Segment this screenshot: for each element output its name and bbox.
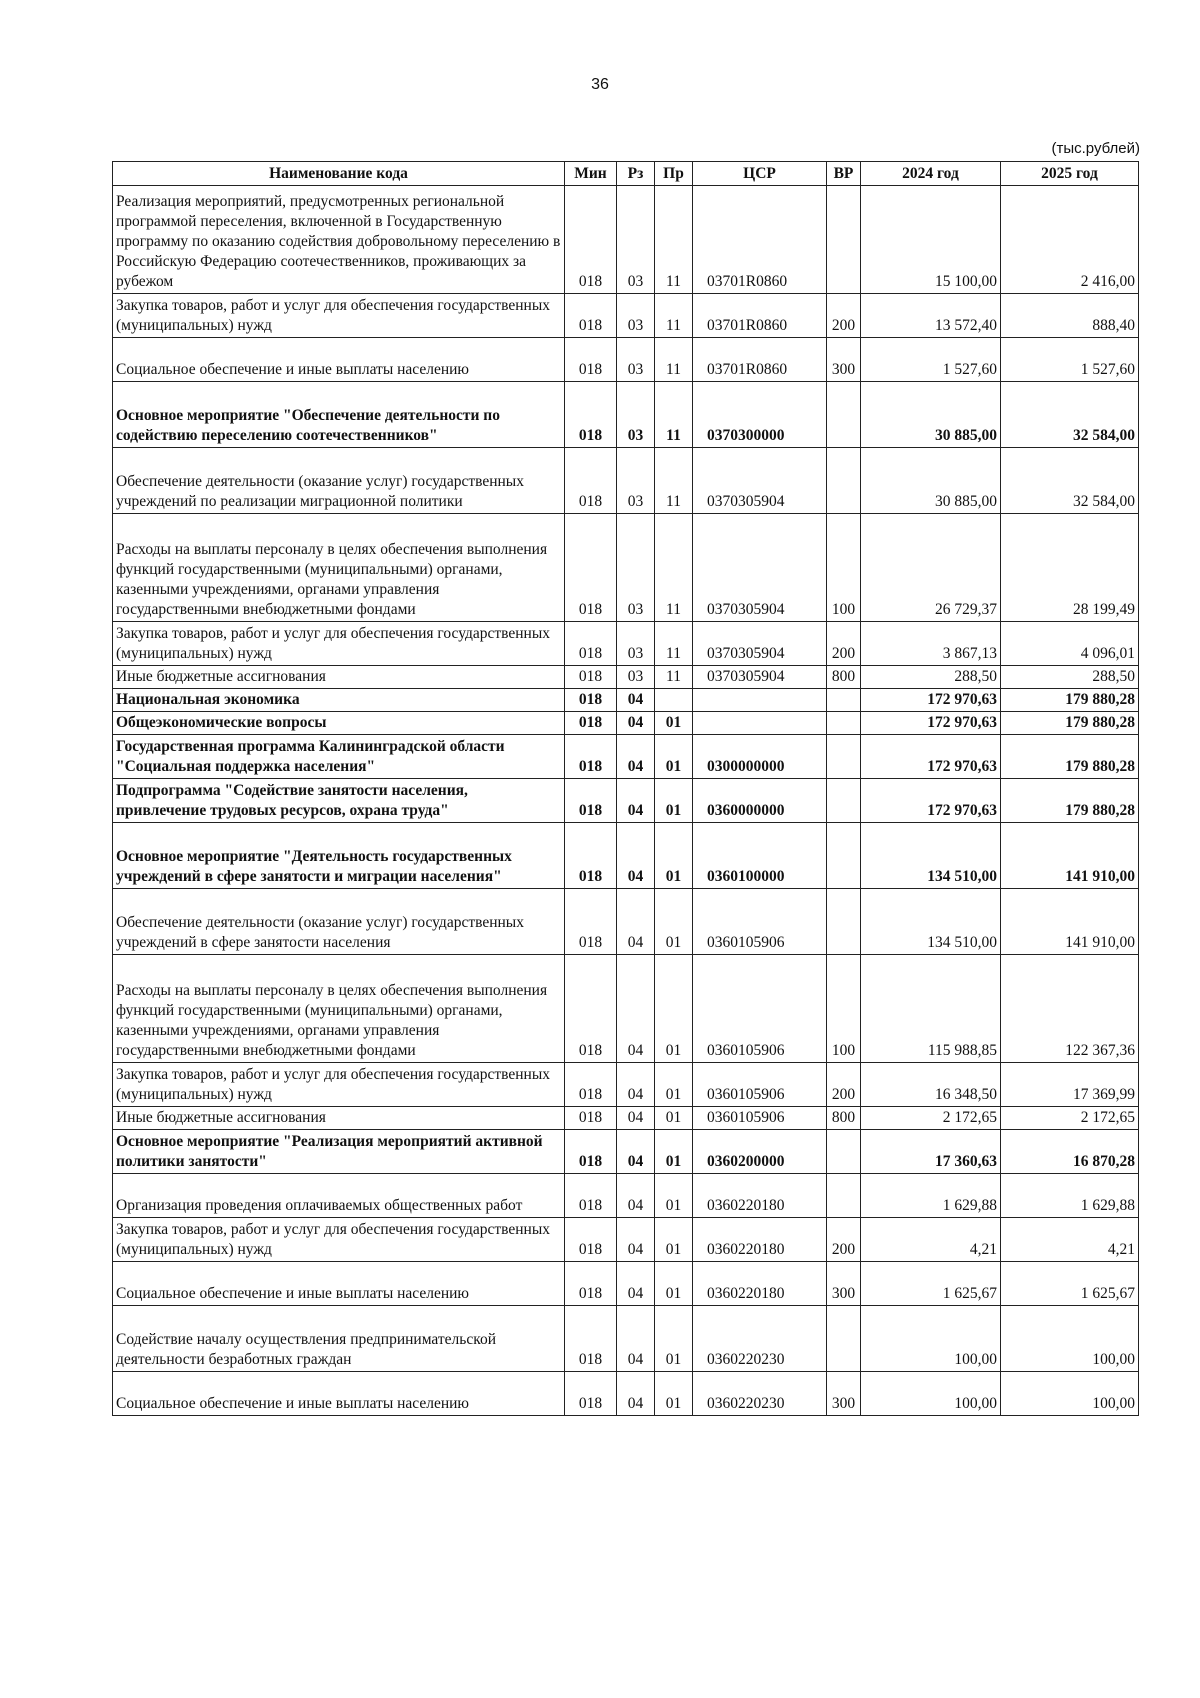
cell-2024: 13 572,40: [861, 294, 1001, 338]
cell-2024: 1 527,60: [861, 338, 1001, 382]
cell-pr: [655, 689, 693, 712]
cell-rz: 04: [617, 1306, 655, 1372]
table-row: [113, 1063, 1139, 1107]
cell-pr: 01: [655, 1218, 693, 1262]
cell-vr: 300: [827, 1262, 861, 1306]
cell-rz: 03: [617, 338, 655, 382]
header-rz: Рз: [617, 162, 655, 186]
budget-table: [112, 161, 1139, 1416]
cell-csr: 0370305904: [693, 448, 827, 514]
table-row: [113, 1130, 1139, 1174]
cell-2025: 2 416,00: [1001, 186, 1139, 294]
cell-2025: 17 369,99: [1001, 1063, 1139, 1107]
cell-min: 018: [565, 294, 617, 338]
cell-csr: 0360220180: [693, 1174, 827, 1218]
cell-min: 018: [565, 823, 617, 889]
cell-name: Социальное обеспечение и иные выплаты населению: [113, 338, 565, 382]
table-row: [113, 1174, 1139, 1218]
cell-min: 018: [565, 382, 617, 448]
cell-name: Иные бюджетные ассигнования: [113, 666, 565, 689]
table-row: [113, 1107, 1139, 1130]
cell-min: 018: [565, 186, 617, 294]
cell-rz: 04: [617, 1063, 655, 1107]
cell-2025: 4 096,01: [1001, 622, 1139, 666]
cell-vr: [827, 735, 861, 779]
table-header-row: [113, 162, 1139, 186]
cell-2025: 888,40: [1001, 294, 1139, 338]
cell-2025: 2 172,65: [1001, 1107, 1139, 1130]
cell-rz: 03: [617, 294, 655, 338]
cell-pr: 01: [655, 1107, 693, 1130]
table-row: [113, 823, 1139, 889]
cell-rz: 04: [617, 955, 655, 1063]
cell-rz: 04: [617, 823, 655, 889]
cell-vr: 200: [827, 622, 861, 666]
cell-vr: [827, 779, 861, 823]
cell-rz: 03: [617, 514, 655, 622]
cell-vr: [827, 889, 861, 955]
cell-name: Социальное обеспечение и иные выплаты населению: [113, 1372, 565, 1416]
cell-pr: 01: [655, 712, 693, 735]
units-label: (тыс.рублей): [1051, 140, 1140, 157]
cell-2024: 134 510,00: [861, 823, 1001, 889]
cell-vr: 300: [827, 338, 861, 382]
cell-min: 018: [565, 735, 617, 779]
cell-pr: 11: [655, 448, 693, 514]
cell-pr: 01: [655, 735, 693, 779]
cell-2025: 4,21: [1001, 1218, 1139, 1262]
page-number: 36: [591, 76, 609, 93]
cell-name: Основное мероприятие "Реализация мероприятий активной политики занятости": [113, 1130, 565, 1174]
cell-rz: 03: [617, 666, 655, 689]
cell-min: 018: [565, 955, 617, 1063]
cell-name: Основное мероприятие "Деятельность государственных учреждений в сфере занятости и миграции населения": [113, 823, 565, 889]
cell-2024: 4,21: [861, 1218, 1001, 1262]
cell-vr: 200: [827, 1063, 861, 1107]
cell-2025: 1 629,88: [1001, 1174, 1139, 1218]
cell-min: 018: [565, 1130, 617, 1174]
header-2025: 2025 год: [1001, 162, 1139, 186]
cell-2025: 179 880,28: [1001, 779, 1139, 823]
cell-pr: 01: [655, 955, 693, 1063]
cell-vr: [827, 1174, 861, 1218]
cell-min: 018: [565, 889, 617, 955]
cell-2024: 134 510,00: [861, 889, 1001, 955]
cell-pr: 11: [655, 294, 693, 338]
table-row: [113, 666, 1139, 689]
cell-pr: 11: [655, 666, 693, 689]
cell-vr: [827, 1130, 861, 1174]
table-row: [113, 338, 1139, 382]
cell-2024: 100,00: [861, 1372, 1001, 1416]
cell-2024: 16 348,50: [861, 1063, 1001, 1107]
cell-csr: 0360000000: [693, 779, 827, 823]
cell-2025: 32 584,00: [1001, 382, 1139, 448]
cell-2025: 100,00: [1001, 1306, 1139, 1372]
table-row: [113, 779, 1139, 823]
cell-csr: [693, 689, 827, 712]
cell-csr: 0370300000: [693, 382, 827, 448]
cell-csr: 03701R0860: [693, 294, 827, 338]
cell-pr: 01: [655, 1174, 693, 1218]
cell-2025: 288,50: [1001, 666, 1139, 689]
cell-vr: [827, 186, 861, 294]
cell-2025: 28 199,49: [1001, 514, 1139, 622]
table-row: [113, 689, 1139, 712]
cell-csr: 0360220180: [693, 1218, 827, 1262]
table-row: [113, 712, 1139, 735]
cell-vr: 100: [827, 955, 861, 1063]
cell-2024: 1 625,67: [861, 1262, 1001, 1306]
cell-rz: 04: [617, 735, 655, 779]
cell-pr: 01: [655, 1130, 693, 1174]
cell-2025: 100,00: [1001, 1372, 1139, 1416]
cell-min: 018: [565, 1218, 617, 1262]
cell-csr: 0300000000: [693, 735, 827, 779]
cell-2024: 3 867,13: [861, 622, 1001, 666]
cell-pr: 01: [655, 779, 693, 823]
cell-2024: 115 988,85: [861, 955, 1001, 1063]
cell-min: 018: [565, 448, 617, 514]
table-row: [113, 889, 1139, 955]
cell-csr: 0360100000: [693, 823, 827, 889]
cell-rz: 04: [617, 689, 655, 712]
cell-2024: 2 172,65: [861, 1107, 1001, 1130]
cell-min: 018: [565, 514, 617, 622]
cell-pr: 11: [655, 382, 693, 448]
cell-csr: 0360220230: [693, 1372, 827, 1416]
cell-min: 018: [565, 689, 617, 712]
cell-pr: 11: [655, 338, 693, 382]
table-row: [113, 186, 1139, 294]
cell-pr: 01: [655, 1262, 693, 1306]
cell-name: Основное мероприятие "Обеспечение деятельности по содействию переселению соотечественников": [113, 382, 565, 448]
cell-rz: 04: [617, 1130, 655, 1174]
cell-min: 018: [565, 622, 617, 666]
cell-csr: 0360200000: [693, 1130, 827, 1174]
cell-vr: [827, 823, 861, 889]
cell-rz: 04: [617, 712, 655, 735]
cell-2025: 1 625,67: [1001, 1262, 1139, 1306]
cell-name: Общеэкономические вопросы: [113, 712, 565, 735]
cell-rz: 04: [617, 779, 655, 823]
cell-csr: 0360220180: [693, 1262, 827, 1306]
table-row: [113, 955, 1139, 1063]
cell-name: Реализация мероприятий, предусмотренных региональной программой переселения, включенной в Государственную программу по оказанию содействия добровольному переселению в Российскую Федерацию соотечественников, проживающих за рубежом: [113, 186, 565, 294]
cell-vr: [827, 448, 861, 514]
table-row: [113, 1372, 1139, 1416]
cell-2025: 16 870,28: [1001, 1130, 1139, 1174]
cell-name: Организация проведения оплачиваемых общественных работ: [113, 1174, 565, 1218]
cell-rz: 03: [617, 448, 655, 514]
table-body: [113, 186, 1139, 1416]
cell-2025: 1 527,60: [1001, 338, 1139, 382]
header-2024: 2024 год: [861, 162, 1001, 186]
cell-rz: 03: [617, 622, 655, 666]
cell-2024: 172 970,63: [861, 779, 1001, 823]
header-vr: ВР: [827, 162, 861, 186]
cell-pr: 01: [655, 1372, 693, 1416]
cell-2024: 30 885,00: [861, 448, 1001, 514]
cell-pr: 01: [655, 1306, 693, 1372]
table-row: [113, 382, 1139, 448]
cell-vr: 800: [827, 666, 861, 689]
cell-2024: 172 970,63: [861, 689, 1001, 712]
cell-csr: [693, 712, 827, 735]
cell-2025: 179 880,28: [1001, 689, 1139, 712]
cell-pr: 11: [655, 622, 693, 666]
cell-min: 018: [565, 1063, 617, 1107]
cell-csr: 0370305904: [693, 622, 827, 666]
cell-vr: 300: [827, 1372, 861, 1416]
cell-rz: 04: [617, 1107, 655, 1130]
table-row: [113, 1218, 1139, 1262]
cell-vr: [827, 1306, 861, 1372]
header-name: Наименование кода: [113, 162, 565, 186]
cell-pr: 01: [655, 1063, 693, 1107]
table-row: [113, 514, 1139, 622]
header-pr: Пр: [655, 162, 693, 186]
cell-2024: 100,00: [861, 1306, 1001, 1372]
cell-rz: 03: [617, 382, 655, 448]
cell-rz: 04: [617, 1218, 655, 1262]
cell-pr: 01: [655, 889, 693, 955]
cell-2025: 179 880,28: [1001, 735, 1139, 779]
cell-csr: 03701R0860: [693, 338, 827, 382]
cell-2024: 17 360,63: [861, 1130, 1001, 1174]
cell-name: Закупка товаров, работ и услуг для обеспечения государственных (муниципальных) нужд: [113, 1218, 565, 1262]
cell-csr: 0360105906: [693, 1107, 827, 1130]
cell-vr: 100: [827, 514, 861, 622]
cell-min: 018: [565, 1262, 617, 1306]
table-row: [113, 448, 1139, 514]
cell-vr: [827, 689, 861, 712]
cell-csr: 0370305904: [693, 514, 827, 622]
cell-rz: 04: [617, 1372, 655, 1416]
table-row: [113, 622, 1139, 666]
table-row: [113, 1306, 1139, 1372]
cell-name: Закупка товаров, работ и услуг для обеспечения государственных (муниципальных) нужд: [113, 622, 565, 666]
cell-2025: 141 910,00: [1001, 823, 1139, 889]
cell-rz: 04: [617, 889, 655, 955]
cell-csr: 03701R0860: [693, 186, 827, 294]
cell-rz: 04: [617, 1262, 655, 1306]
cell-name: Подпрограмма "Содействие занятости населения, привлечение трудовых ресурсов, охрана труда": [113, 779, 565, 823]
header-csr: ЦСР: [693, 162, 827, 186]
cell-2024: 288,50: [861, 666, 1001, 689]
cell-name: Расходы на выплаты персоналу в целях обеспечения выполнения функций государственными (муниципальными) органами, казенными учреждениями, органами управления государственными внебюджетными фондами: [113, 955, 565, 1063]
cell-rz: 04: [617, 1174, 655, 1218]
cell-name: Социальное обеспечение и иные выплаты населению: [113, 1262, 565, 1306]
cell-2025: 141 910,00: [1001, 889, 1139, 955]
cell-vr: 200: [827, 1218, 861, 1262]
cell-csr: 0360105906: [693, 1063, 827, 1107]
cell-csr: 0360220230: [693, 1306, 827, 1372]
cell-pr: 11: [655, 514, 693, 622]
cell-vr: 800: [827, 1107, 861, 1130]
cell-2025: 122 367,36: [1001, 955, 1139, 1063]
table-row: [113, 1262, 1139, 1306]
cell-min: 018: [565, 712, 617, 735]
table-row: [113, 735, 1139, 779]
cell-min: 018: [565, 1107, 617, 1130]
cell-2024: 15 100,00: [861, 186, 1001, 294]
cell-csr: 0360105906: [693, 889, 827, 955]
cell-2024: 26 729,37: [861, 514, 1001, 622]
cell-min: 018: [565, 1174, 617, 1218]
cell-name: Национальная экономика: [113, 689, 565, 712]
cell-rz: 03: [617, 186, 655, 294]
cell-name: Закупка товаров, работ и услуг для обеспечения государственных (муниципальных) нужд: [113, 294, 565, 338]
table-row: [113, 294, 1139, 338]
cell-2024: 172 970,63: [861, 735, 1001, 779]
cell-name: Содействие началу осуществления предпринимательской деятельности безработных граждан: [113, 1306, 565, 1372]
cell-2024: 1 629,88: [861, 1174, 1001, 1218]
cell-csr: 0360105906: [693, 955, 827, 1063]
cell-name: Государственная программа Калининградской области "Социальная поддержка населения": [113, 735, 565, 779]
cell-min: 018: [565, 666, 617, 689]
cell-name: Иные бюджетные ассигнования: [113, 1107, 565, 1130]
cell-2024: 30 885,00: [861, 382, 1001, 448]
cell-min: 018: [565, 779, 617, 823]
cell-2025: 179 880,28: [1001, 712, 1139, 735]
cell-name: Обеспечение деятельности (оказание услуг) государственных учреждений в сфере занятости населения: [113, 889, 565, 955]
cell-min: 018: [565, 1306, 617, 1372]
cell-name: Обеспечение деятельности (оказание услуг) государственных учреждений по реализации миграционной политики: [113, 448, 565, 514]
cell-pr: 01: [655, 823, 693, 889]
cell-min: 018: [565, 1372, 617, 1416]
cell-name: Закупка товаров, работ и услуг для обеспечения государственных (муниципальных) нужд: [113, 1063, 565, 1107]
cell-vr: 200: [827, 294, 861, 338]
cell-name: Расходы на выплаты персоналу в целях обеспечения выполнения функций государственными (муниципальными) органами, казенными учреждениями, органами управления государственными внебюджетными фондами: [113, 514, 565, 622]
cell-vr: [827, 382, 861, 448]
cell-min: 018: [565, 338, 617, 382]
cell-pr: 11: [655, 186, 693, 294]
cell-csr: 0370305904: [693, 666, 827, 689]
header-min: Мин: [565, 162, 617, 186]
cell-2025: 32 584,00: [1001, 448, 1139, 514]
cell-2024: 172 970,63: [861, 712, 1001, 735]
cell-vr: [827, 712, 861, 735]
